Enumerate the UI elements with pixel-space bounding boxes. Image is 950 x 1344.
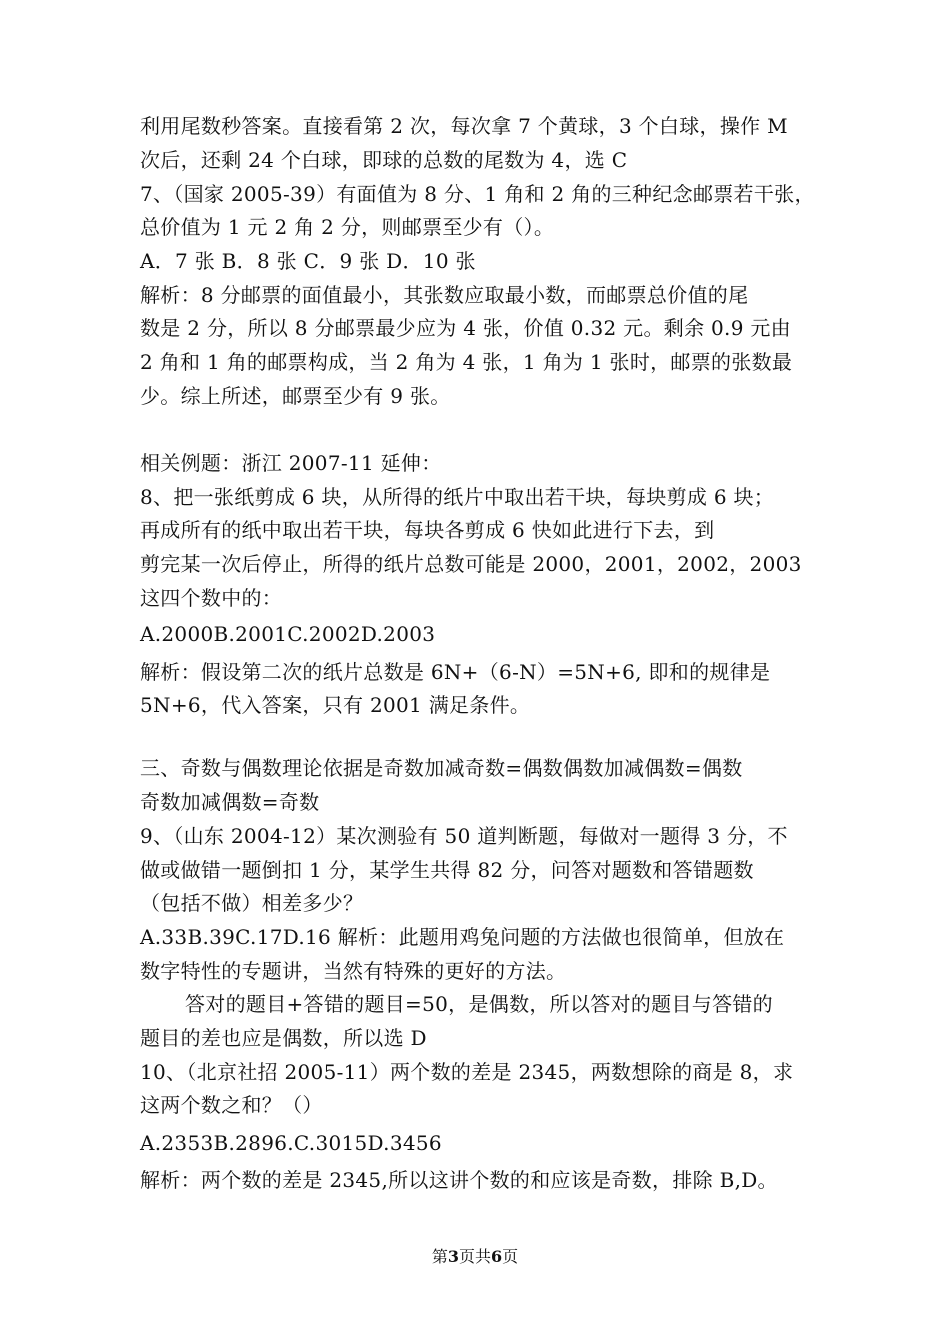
footer-suffix: 页 (502, 1247, 519, 1266)
text-line: 做或做错一题倒扣 1 分，某学生共得 82 分，问答对题数和答错题数 (140, 858, 754, 882)
text-line: 次后，还剩 24 个白球，即球的总数的尾数为 4，选 C (140, 148, 628, 172)
text-line: 奇数加减偶数=奇数 (140, 790, 320, 814)
text-line: 2 角和 1 角的邮票构成，当 2 角为 4 张，1 角为 1 张时，邮票的张数最 (140, 350, 793, 374)
analysis-line: 解析：8 分邮票的面值最小，其张数应取最小数，而邮票总价值的尾 (140, 283, 749, 307)
text-line: 题目的差也应是偶数，所以选 D (140, 1026, 427, 1050)
answer-options: A.33B.39C.17D.16 解析：此题用鸡兔问题的方法做也很简单，但放在 (140, 925, 785, 949)
current-page-number: 3 (447, 1247, 459, 1266)
text-line: 少。综上所述，邮票至少有 9 张。 (140, 384, 451, 408)
text-line: 利用尾数秒答案。直接看第 2 次，每次拿 7 个黄球，3 个白球，操作 M (140, 114, 788, 138)
question-7-line: 7、（国家 2005-39）有面值为 8 分、1 角和 2 角的三种纪念邮票若干张， (140, 182, 815, 206)
total-page-number: 6 (491, 1247, 503, 1266)
analysis-line: 解析：两个数的差是 2345,所以这讲个数的和应该是奇数，排除 B,D。 (140, 1168, 778, 1192)
text-line: 5N+6，代入答案，只有 2001 满足条件。 (140, 693, 531, 717)
answer-options: A．7 张 B．8 张 C．9 张 D．10 张 (140, 249, 476, 273)
section-heading: 三、奇数与偶数理论依据是奇数加减奇数=偶数偶数加减偶数=偶数 (140, 756, 743, 780)
text-line: 这四个数中的： (140, 586, 283, 610)
text-line: 再成所有的纸中取出若干块，每块各剪成 6 快如此进行下去，到 (140, 518, 715, 542)
question-8-line: 8、把一张纸剪成 6 块，从所得的纸片中取出若干块，每块剪成 6 块； (140, 485, 775, 509)
question-9-line: 9、（山东 2004-12）某次测验有 50 道判断题，每做对一题得 3 分，不 (140, 824, 788, 848)
text-line: 答对的题目+答错的题目=50，是偶数，所以答对的题目与答错的 (185, 992, 773, 1016)
text-line: 总价值为 1 元 2 角 2 分，则邮票至少有（）。 (140, 215, 555, 239)
text-line: 这两个数之和？（） (140, 1093, 323, 1117)
answer-options: A.2000B.2001C.2002D.2003 (140, 622, 436, 646)
page-footer (0, 1246, 950, 1268)
question-10-line: 10、（北京社招 2005-11）两个数的差是 2345，两数想除的商是 8，求 (140, 1060, 794, 1084)
analysis-line: 解析：假设第二次的纸片总数是 6N+（6-N）=5N+6, 即和的规律是 (140, 660, 771, 684)
text-line: （包括不做）相差多少？ (140, 891, 364, 915)
related-example-line: 相关例题：浙江 2007-11 延伸： (140, 451, 442, 475)
answer-options: A.2353B.2896.C.3015D.3456 (140, 1131, 442, 1155)
footer-prefix: 第 (431, 1247, 448, 1266)
text-line: 剪完某一次后停止，所得的纸片总数可能是 2000，2001，2002，2003 (140, 552, 802, 576)
text-line: 数是 2 分，所以 8 分邮票最少应为 4 张，价值 0.32 元。剩余 0.9 元由 (140, 316, 791, 340)
footer-middle: 页共 (458, 1247, 491, 1266)
text-line: 数字特性的专题讲，当然有特殊的更好的方法。 (140, 959, 567, 983)
